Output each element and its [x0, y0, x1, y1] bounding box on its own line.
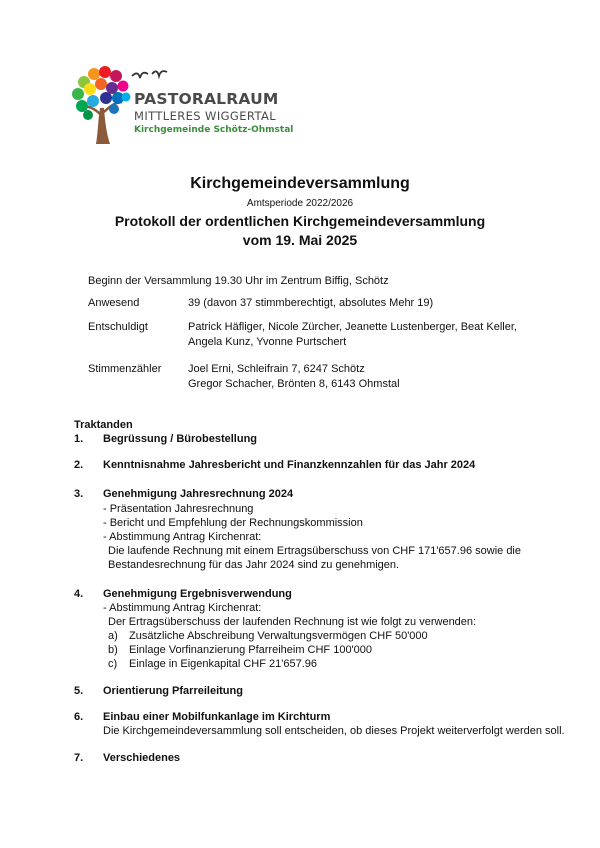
- list-letter: c): [108, 658, 118, 670]
- excused-label: Entschuldigt: [88, 321, 148, 333]
- list-item: Einlage in Eigenkapital CHF 21'657.96: [129, 658, 317, 670]
- agenda-title: Kenntnisnahme Jahresbericht und Finanzkennzahlen für das Jahr 2024: [103, 459, 476, 471]
- agenda-subitem: - Bericht und Empfehlung der Rechnungskommission: [103, 517, 363, 529]
- agenda-title: Begrüssung / Bürobestellung: [103, 433, 258, 445]
- agenda-subitem: Die Kirchgemeindeversammlung soll entscheiden, ob dieses Projekt weiterverfolgt werden soll.: [103, 725, 565, 737]
- agenda-subitem: - Präsentation Jahresrechnung: [103, 503, 254, 515]
- document-title: Kirchgemeindeversammlung: [190, 175, 410, 192]
- birds-icon: [130, 66, 170, 86]
- agenda-number: 5.: [74, 685, 84, 697]
- protocol-date: vom 19. Mai 2025: [242, 232, 358, 248]
- agenda-subitem: - Abstimmung Antrag Kirchenrat:: [103, 531, 262, 543]
- agenda-title: Einbau einer Mobilfunkanlage im Kirchturm: [103, 711, 331, 723]
- list-item: Zusätzliche Abschreibung Verwaltungsvermögen CHF 50'000: [129, 630, 428, 642]
- excused-value-line2: Angela Kunz, Yvonne Purtschert: [188, 336, 347, 348]
- protocol-title: Protokoll der ordentlichen Kirchgemeindeversammlung: [114, 213, 486, 229]
- agenda-subitem: - Abstimmung Antrag Kirchenrat:: [103, 602, 262, 614]
- meeting-start: Beginn der Versammlung 19.30 Uhr im Zentrum Biffig, Schötz: [88, 275, 389, 287]
- term-period: Amtsperiode 2022/2026: [246, 198, 354, 209]
- agenda-number: 7.: [74, 752, 84, 764]
- agenda-number: 4.: [74, 588, 84, 600]
- agenda-title: Genehmigung Jahresrechnung 2024: [103, 488, 294, 500]
- logo: [70, 62, 300, 152]
- logo-title: PASTORALRAUM: [134, 90, 279, 108]
- list-letter: b): [108, 644, 118, 656]
- agenda-subitem: Der Ertragsüberschuss der laufenden Rechnung ist wie folgt zu verwenden:: [108, 616, 477, 628]
- list-letter: a): [108, 630, 118, 642]
- tree-logo-icon: [70, 62, 134, 152]
- agenda-number: 6.: [74, 711, 84, 723]
- agenda-title: Orientierung Pfarreileitung: [103, 685, 243, 697]
- present-label: Anwesend: [88, 297, 140, 309]
- agenda-title: Verschiedenes: [103, 752, 181, 764]
- agenda-subitem: Die laufende Rechnung mit einem Ertragsüberschuss von CHF 171'657.96 sowie die: [108, 545, 521, 557]
- vote-counters-label: Stimmenzähler: [88, 363, 162, 375]
- agenda-number: 3.: [74, 488, 84, 500]
- agenda-number: 1.: [74, 433, 84, 445]
- vote-counter-1: Joel Erni, Schleifrain 7, 6247 Schötz: [188, 363, 365, 375]
- present-value: 39 (davon 37 stimmberechtigt, absolutes Mehr 19): [188, 297, 434, 309]
- excused-value-line1: Patrick Häfliger, Nicole Zürcher, Jeanette Lustenberger, Beat Keller,: [188, 321, 517, 333]
- list-item: Einlage Vorfinanzierung Pfarreiheim CHF 100'000: [129, 644, 373, 656]
- agenda-title: Genehmigung Ergebnisverwendung: [103, 588, 292, 600]
- agenda-subitem: Bestandesrechnung für das Jahr 2024 sind zu genehmigen.: [108, 559, 400, 571]
- logo-subtitle: MITTLERES WIGGERTAL: [134, 109, 277, 123]
- agenda-number: 2.: [74, 459, 84, 471]
- logo-parish: Kirchgemeinde Schötz-Ohmstal: [134, 125, 294, 135]
- vote-counter-2: Gregor Schacher, Brönten 8, 6143 Ohmstal: [188, 378, 400, 390]
- agenda-heading: Traktanden: [74, 419, 133, 431]
